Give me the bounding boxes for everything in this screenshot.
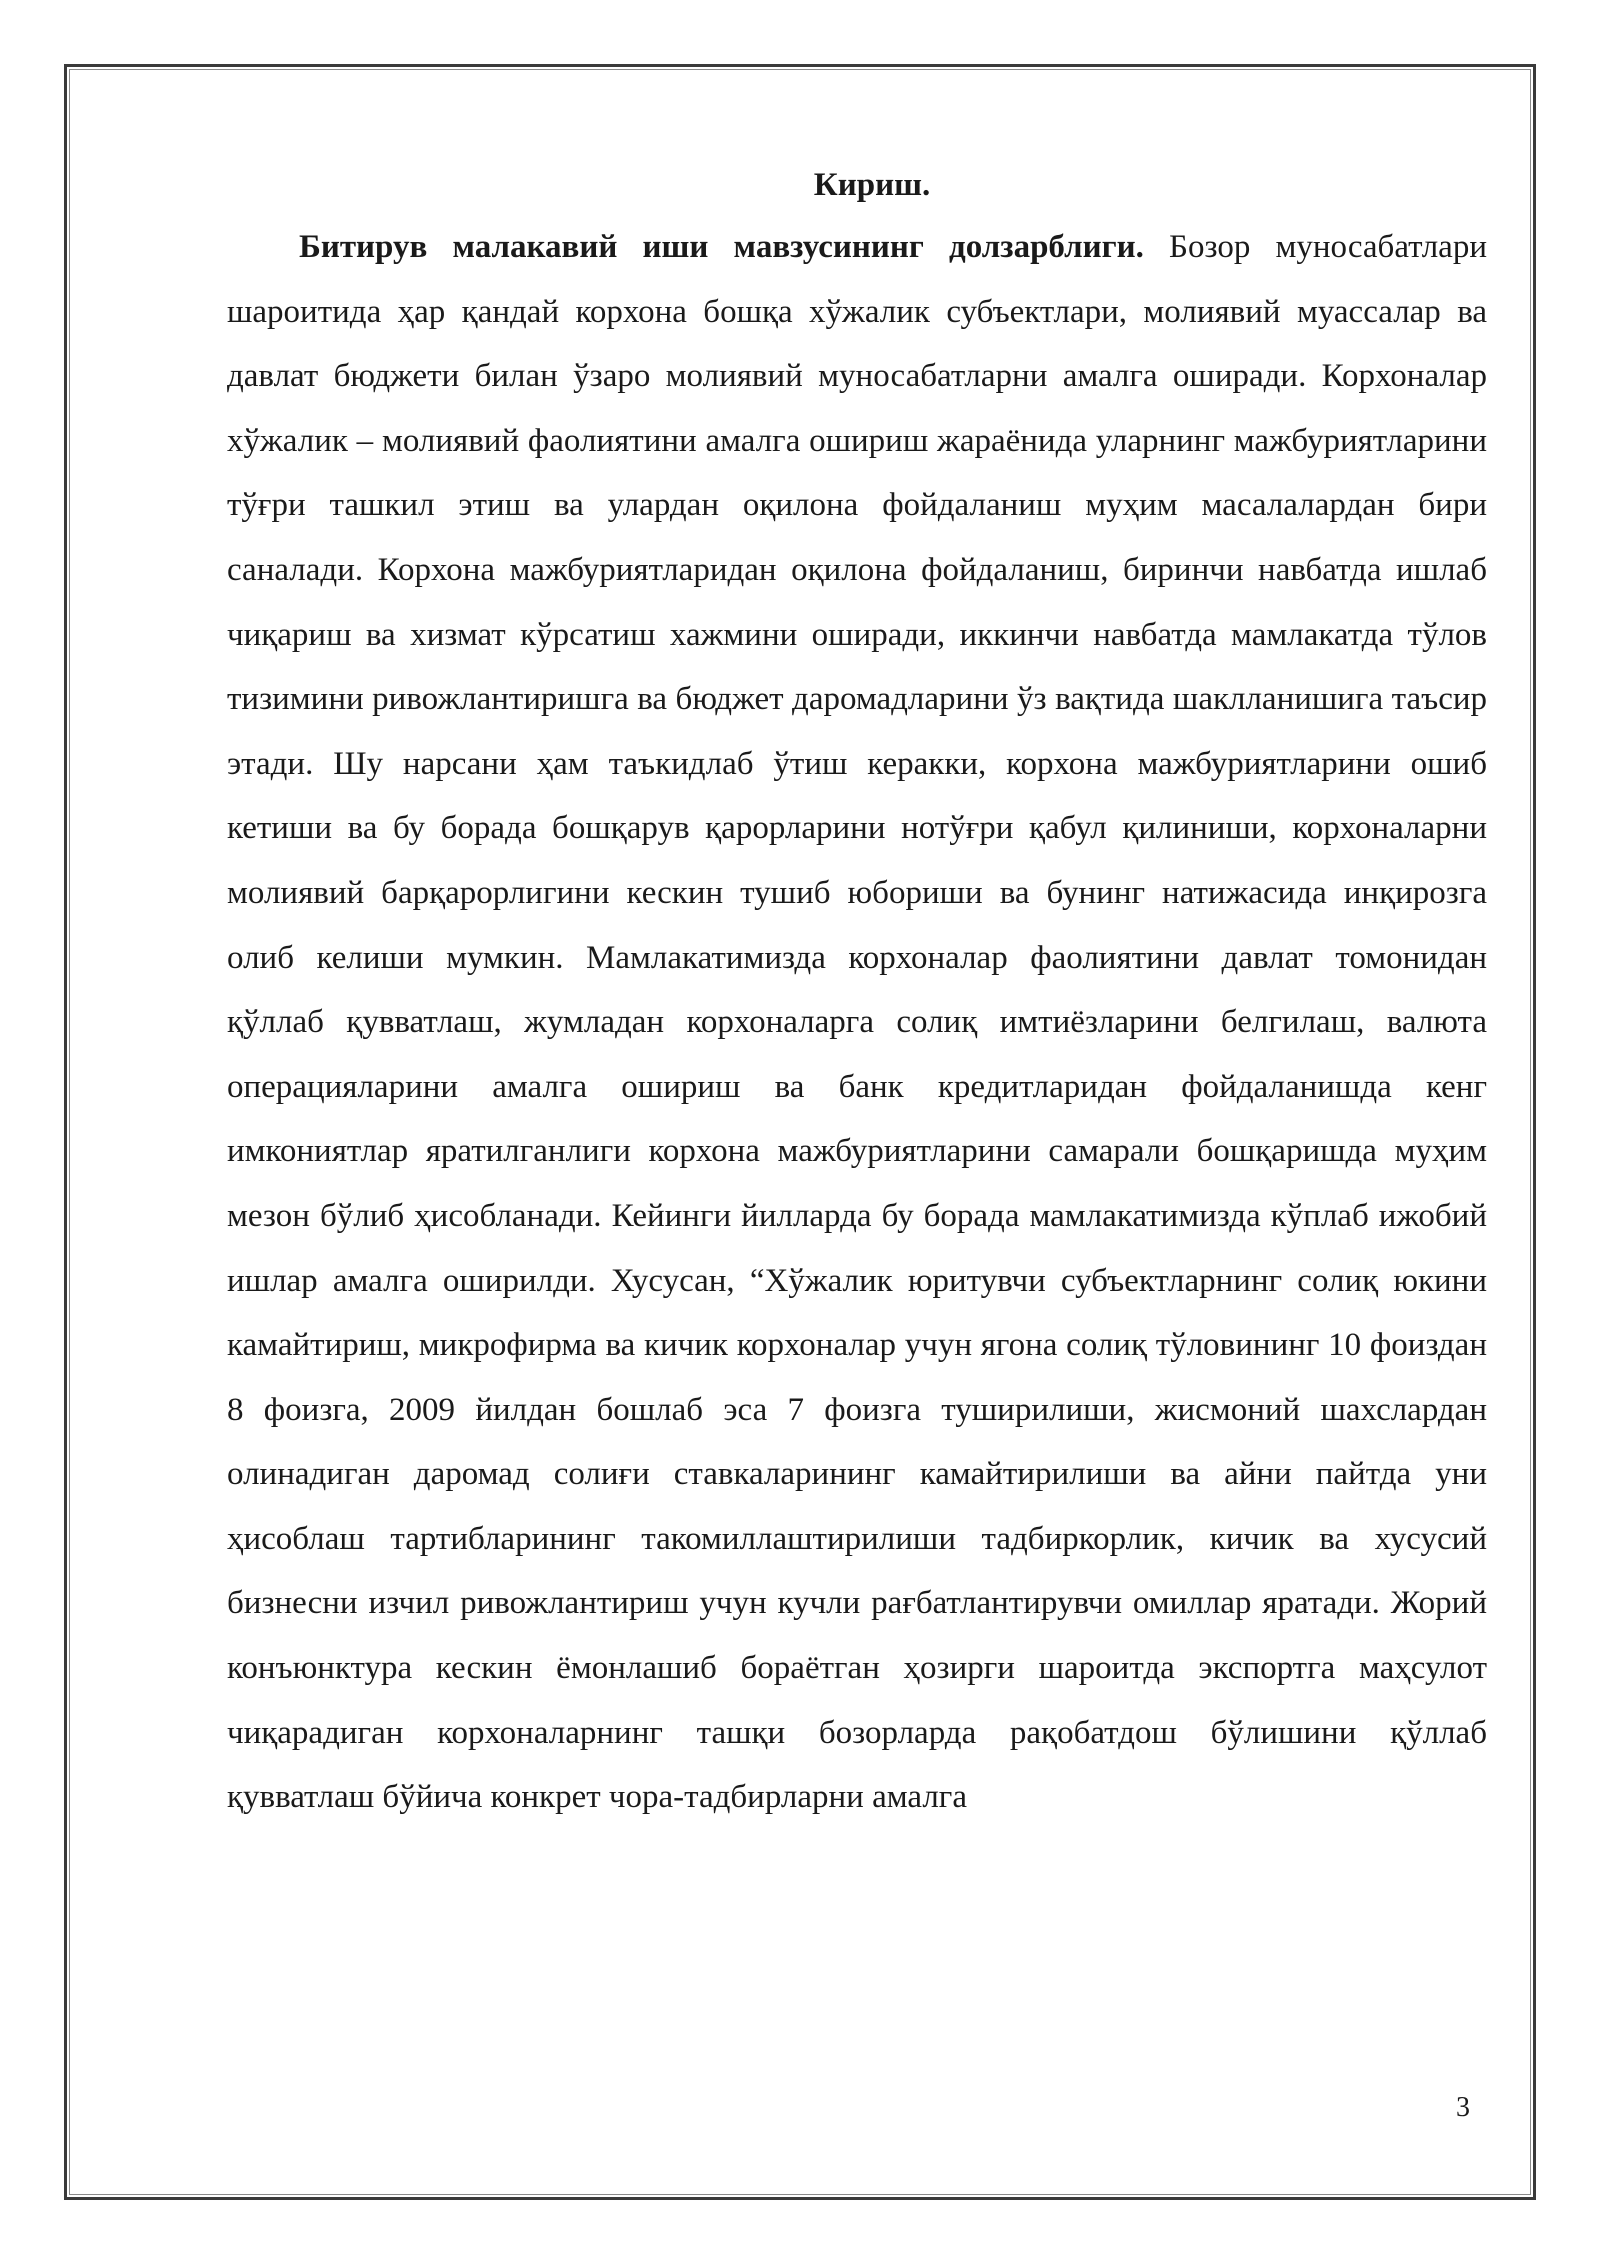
document-content: [227, 155, 1487, 1830]
body-paragraph: [227, 215, 1487, 1830]
page-number: 3: [1456, 2092, 1470, 2123]
relevance-lead: Битирув малакавий иши мавзусининг долзарблиги.: [299, 229, 1144, 265]
section-heading: Кириш.: [813, 167, 931, 203]
body-text: Бозор муносабатлари шароитида ҳар қандай корхона бошқа хўжалик субъектлари, молиявий муассалар ва давлат бюджети билан ўзаро молиявий муносабатларни амалга оширади. Корхоналар хўжалик – молиявий фаолиятини амалга ошириш жараёнида уларнинг мажбуриятларини тўғри ташкил этиш ва улардан оқилона фойдаланиш муҳим масалалардан бири саналади. Корхона мажбуриятларидан оқилона фойдаланиш, биринчи навбатда ишлаб чиқариш ва хизмат кўрсатиш хажмини оширади, иккинчи навбатда мамлакатда тўлов тизимини ривожлантиришга ва бюджет даромадларини ўз вақтида шаклланишига таъсир этади. Шу нарсани ҳам таъкидлаб ўтиш керакки, корхона мажбуриятларини ошиб кетиши ва бу борада бошқарув қарорларини нотўғри қабул қилиниши, корхоналарни молиявий барқарорлигини кескин тушиб юбориши ва бунинг натижасида инқирозга олиб келиши мумкин. Мамлакатимизда корхоналар фаолиятини давлат томонидан қўллаб қувватлаш, жумладан корхоналарга солиқ имтиёзларини белгилаш, валюта операцияларини амалга ошириш ва банк кредитларидан фойдаланишда кенг имкониятлар яратилганлиги корхона мажбуриятларини самарали бошқаришда муҳим мезон бўлиб ҳисобланади. Кейинги йилларда бу борада мамлакатимизда кўплаб ижобий ишлар амалга оширилди. Хусусан, “Хўжалик юритувчи субъектларнинг солиқ юкини камайтириш, микрофирма ва кичик корхоналар учун ягона солиқ тўловининг 10 фоиздан 8 фоизга, 2009 йилдан бошлаб эса 7 фоизга туширилиши, жисмоний шахслардан олинадиган даромад солиғи ставкаларининг камайтирилиши ва айни пайтда уни ҳисоблаш тартибларининг такомиллаштирилиши тадбиркорлик, кичик ва хусусий бизнесни изчил ривожлантириш учун кучли рағбатлантирувчи омиллар яратади. Жорий конъюнктура кескин ёмонлашиб бораётган ҳозирги шароитда экспортга маҳсулот чиқарадиган корхоналарнинг ташқи бозорларда рақобатдош бўлишини қўллаб қувватлаш бўйича конкрет чора-тадбирларни амалга: [227, 229, 1487, 1816]
